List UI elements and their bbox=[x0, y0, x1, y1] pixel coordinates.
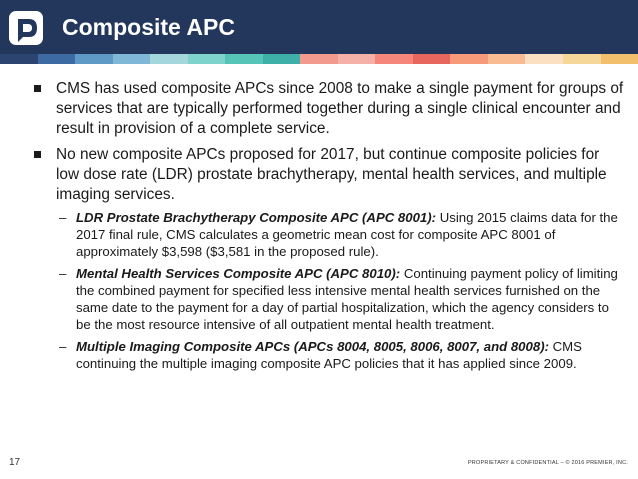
bullet-item bbox=[34, 145, 624, 205]
sub-bullet-text: Continuing payment policy of limiting the combined payment for specified less intensive mental health services furnished on the same date to the payment for a day of partial hospitalization, which the agency considers to be the most resource intensive of all outpatient mental health treatment. bbox=[76, 266, 618, 332]
color-stripe-segment bbox=[488, 54, 526, 64]
color-stripe-segment bbox=[0, 54, 38, 64]
page-number: 17 bbox=[9, 457, 21, 468]
color-stripe-segment bbox=[150, 54, 188, 64]
sub-bullet-text: Using 2015 claims data for the 2017 final rule, CMS calculates a geometric mean cost for composite APC 8001 of approximately $3,598 ($3,581 in the proposed rule). bbox=[76, 210, 618, 259]
color-stripe-segment bbox=[75, 54, 113, 64]
square-bullet-icon bbox=[34, 85, 41, 92]
dash-bullet-icon: – bbox=[59, 210, 67, 225]
color-stripe-segment bbox=[375, 54, 413, 64]
color-stripe-segment bbox=[225, 54, 263, 64]
bullet-item bbox=[34, 79, 624, 139]
color-stripe-segment bbox=[188, 54, 226, 64]
sub-bullet-item bbox=[34, 338, 624, 372]
sub-bullet-item bbox=[34, 265, 624, 333]
premier-logo-icon bbox=[9, 11, 43, 45]
sub-bullet-lead: LDR Prostate Brachytherapy Composite APC (APC 8001): bbox=[76, 210, 437, 225]
sub-bullet-text: CMS continuing the multiple imaging composite APC policies that it has applied since 2009. bbox=[76, 339, 582, 371]
sub-bullet-item bbox=[34, 209, 624, 260]
color-stripe-segment bbox=[300, 54, 338, 64]
color-stripe-segment bbox=[413, 54, 451, 64]
color-stripe bbox=[0, 54, 638, 64]
confidential-footer: PROPRIETARY & CONFIDENTIAL – © 2016 PREMIER, INC. bbox=[467, 460, 628, 466]
color-stripe-segment bbox=[450, 54, 488, 64]
color-stripe-segment bbox=[338, 54, 376, 64]
sub-bullet-lead: Mental Health Services Composite APC (APC 8010): bbox=[76, 266, 401, 281]
color-stripe-segment bbox=[263, 54, 301, 64]
dash-bullet-icon: – bbox=[59, 266, 67, 281]
color-stripe-segment bbox=[601, 54, 638, 64]
square-bullet-icon bbox=[34, 151, 41, 158]
color-stripe-segment bbox=[525, 54, 563, 64]
slide-body bbox=[34, 79, 624, 377]
dash-bullet-icon: – bbox=[59, 339, 67, 354]
slide-header bbox=[0, 0, 638, 54]
color-stripe-segment bbox=[38, 54, 76, 64]
slide-title: Composite APC bbox=[62, 14, 235, 40]
color-stripe-segment bbox=[563, 54, 601, 64]
bullet-text: CMS has used composite APCs since 2008 to make a single payment for groups of services that are typically performed together during a single clinical encounter and result in provision of a complete service. bbox=[56, 80, 624, 137]
color-stripe-segment bbox=[113, 54, 151, 64]
bullet-text: No new composite APCs proposed for 2017, but continue composite policies for low dose rate (LDR) prostate brachytherapy, mental health services, and multiple imaging services. bbox=[56, 146, 607, 203]
sub-bullet-lead: Multiple Imaging Composite APCs (APCs 8004, 8005, 8006, 8007, and 8008): bbox=[76, 339, 549, 354]
